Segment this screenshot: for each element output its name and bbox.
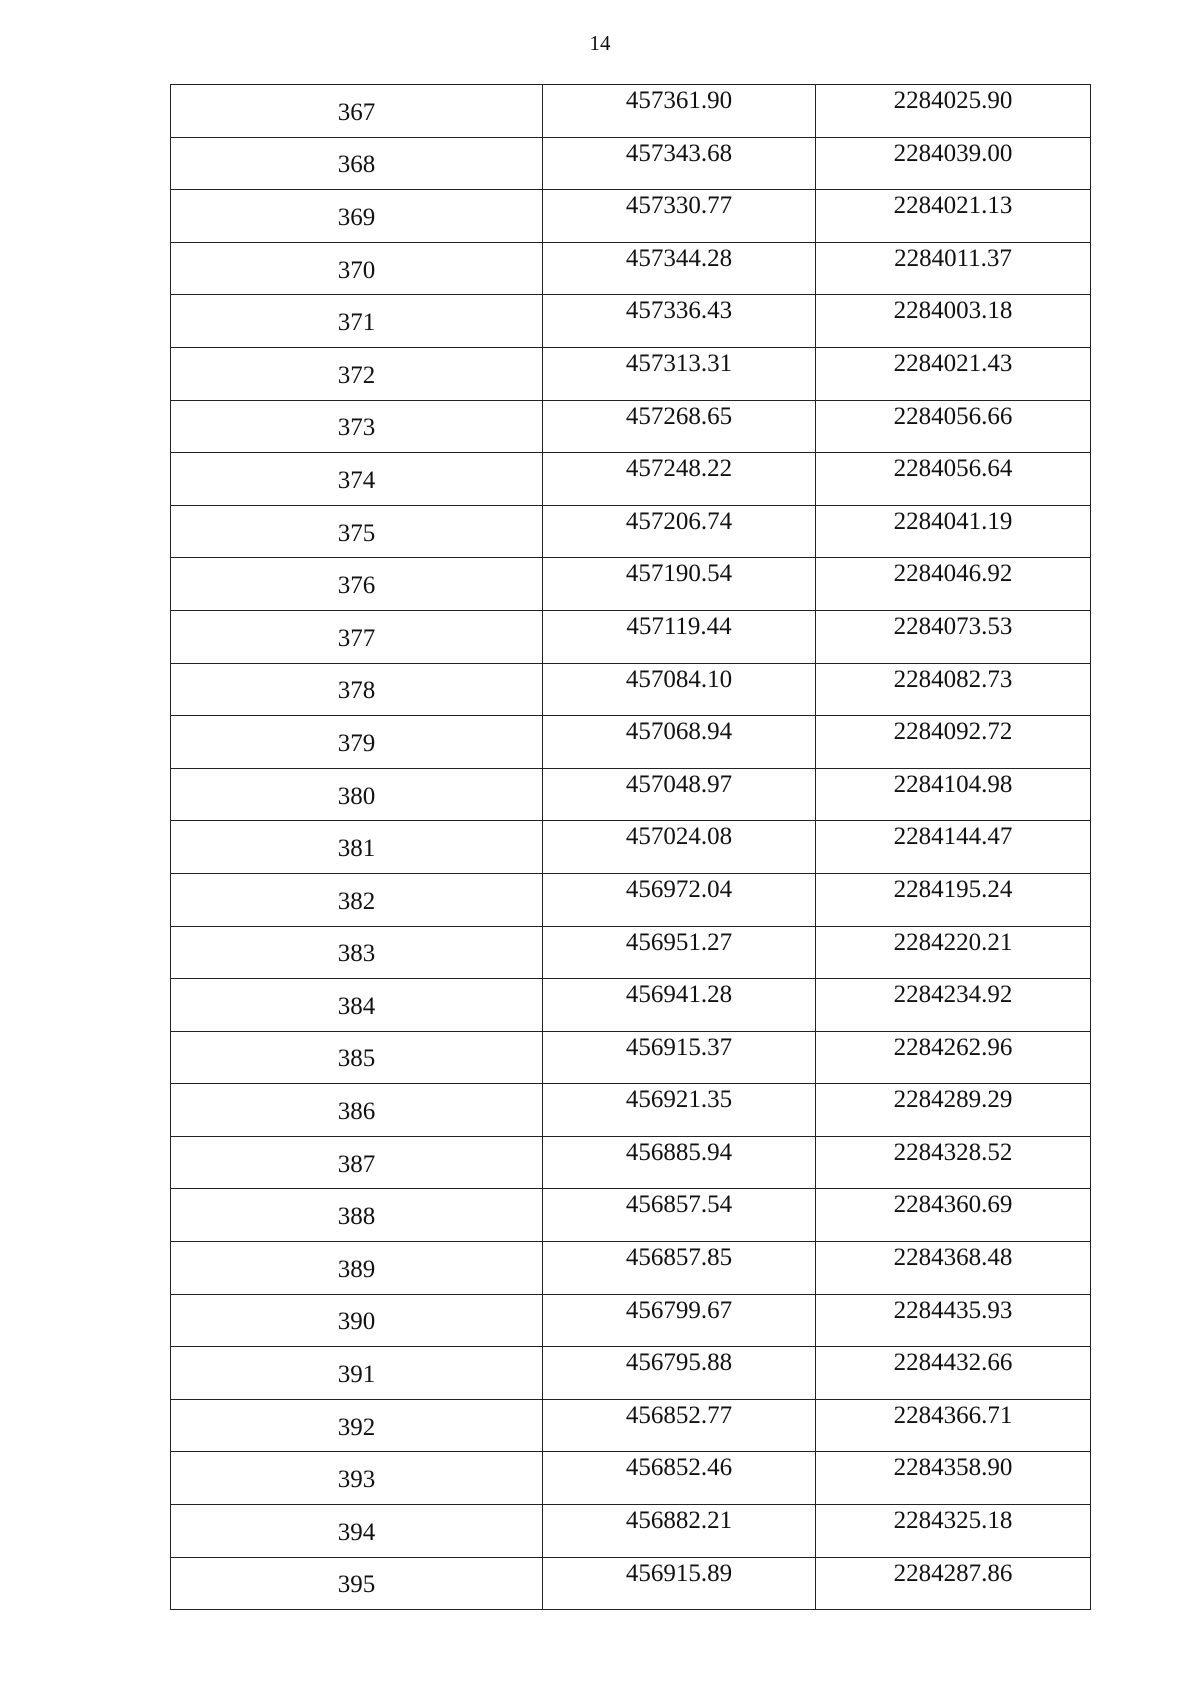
y-coordinate-cell: 2284092.72 — [816, 716, 1091, 769]
table-row — [171, 873, 1091, 926]
y-coordinate-cell: 2284046.92 — [816, 558, 1091, 611]
table-row — [171, 716, 1091, 769]
point-number-cell: 375 — [171, 505, 543, 558]
y-coordinate-cell: 2284073.53 — [816, 610, 1091, 663]
x-coordinate-cell: 456941.28 — [543, 979, 816, 1032]
x-coordinate-cell: 456921.35 — [543, 1084, 816, 1137]
x-coordinate-cell: 457343.68 — [543, 137, 816, 190]
y-coordinate-cell: 2284366.71 — [816, 1399, 1091, 1452]
x-coordinate-cell: 457190.54 — [543, 558, 816, 611]
point-number-cell: 393 — [171, 1452, 543, 1505]
x-coordinate-cell: 456951.27 — [543, 926, 816, 979]
table-row — [171, 1399, 1091, 1452]
y-coordinate-cell: 2284056.66 — [816, 400, 1091, 453]
x-coordinate-cell: 457248.22 — [543, 453, 816, 506]
table-row — [171, 1189, 1091, 1242]
x-coordinate-cell: 456885.94 — [543, 1136, 816, 1189]
x-coordinate-cell: 456795.88 — [543, 1347, 816, 1400]
y-coordinate-cell: 2284287.86 — [816, 1557, 1091, 1610]
point-number-cell: 369 — [171, 190, 543, 243]
table-row — [171, 1452, 1091, 1505]
table-row — [171, 190, 1091, 243]
point-number-cell: 392 — [171, 1399, 543, 1452]
x-coordinate-cell: 457330.77 — [543, 190, 816, 243]
table-row — [171, 926, 1091, 979]
point-number-cell: 389 — [171, 1242, 543, 1295]
table-row — [171, 1242, 1091, 1295]
table-row — [171, 1557, 1091, 1610]
coordinates-table — [170, 84, 1091, 1610]
table-row — [171, 1031, 1091, 1084]
point-number-cell: 379 — [171, 716, 543, 769]
y-coordinate-cell: 2284289.29 — [816, 1084, 1091, 1137]
table-row — [171, 1505, 1091, 1558]
y-coordinate-cell: 2284041.19 — [816, 505, 1091, 558]
point-number-cell: 378 — [171, 663, 543, 716]
y-coordinate-cell: 2284144.47 — [816, 821, 1091, 874]
point-number-cell: 368 — [171, 137, 543, 190]
x-coordinate-cell: 456915.89 — [543, 1557, 816, 1610]
y-coordinate-cell: 2284432.66 — [816, 1347, 1091, 1400]
y-coordinate-cell: 2284025.90 — [816, 85, 1091, 138]
point-number-cell: 382 — [171, 873, 543, 926]
point-number-cell: 386 — [171, 1084, 543, 1137]
point-number-cell: 385 — [171, 1031, 543, 1084]
page-number: 14 — [589, 31, 611, 55]
y-coordinate-cell: 2284262.96 — [816, 1031, 1091, 1084]
x-coordinate-cell: 457206.74 — [543, 505, 816, 558]
y-coordinate-cell: 2284234.92 — [816, 979, 1091, 1032]
point-number-cell: 370 — [171, 242, 543, 295]
point-number-cell: 373 — [171, 400, 543, 453]
table-row — [171, 242, 1091, 295]
x-coordinate-cell: 456915.37 — [543, 1031, 816, 1084]
x-coordinate-cell: 456852.46 — [543, 1452, 816, 1505]
x-coordinate-cell: 456972.04 — [543, 873, 816, 926]
x-coordinate-cell: 457268.65 — [543, 400, 816, 453]
y-coordinate-cell: 2284082.73 — [816, 663, 1091, 716]
x-coordinate-cell: 457336.43 — [543, 295, 816, 348]
y-coordinate-cell: 2284220.21 — [816, 926, 1091, 979]
y-coordinate-cell: 2284368.48 — [816, 1242, 1091, 1295]
point-number-cell: 374 — [171, 453, 543, 506]
point-number-cell: 376 — [171, 558, 543, 611]
x-coordinate-cell: 456799.67 — [543, 1294, 816, 1347]
point-number-cell: 367 — [171, 85, 543, 138]
point-number-cell: 383 — [171, 926, 543, 979]
table-row — [171, 663, 1091, 716]
table-row — [171, 821, 1091, 874]
table-row — [171, 505, 1091, 558]
point-number-cell: 388 — [171, 1189, 543, 1242]
table-row — [171, 558, 1091, 611]
x-coordinate-cell: 457344.28 — [543, 242, 816, 295]
table-row — [171, 400, 1091, 453]
table-row — [171, 1294, 1091, 1347]
y-coordinate-cell: 2284003.18 — [816, 295, 1091, 348]
y-coordinate-cell: 2284104.98 — [816, 768, 1091, 821]
point-number-cell: 391 — [171, 1347, 543, 1400]
point-number-cell: 390 — [171, 1294, 543, 1347]
x-coordinate-cell: 456857.54 — [543, 1189, 816, 1242]
x-coordinate-cell: 457024.08 — [543, 821, 816, 874]
table-row — [171, 1084, 1091, 1137]
y-coordinate-cell: 2284021.13 — [816, 190, 1091, 243]
table-row — [171, 453, 1091, 506]
y-coordinate-cell: 2284325.18 — [816, 1505, 1091, 1558]
point-number-cell: 395 — [171, 1557, 543, 1610]
y-coordinate-cell: 2284435.93 — [816, 1294, 1091, 1347]
y-coordinate-cell: 2284195.24 — [816, 873, 1091, 926]
x-coordinate-cell: 457119.44 — [543, 610, 816, 663]
x-coordinate-cell: 457068.94 — [543, 716, 816, 769]
point-number-cell: 372 — [171, 347, 543, 400]
table-row — [171, 610, 1091, 663]
point-number-cell: 394 — [171, 1505, 543, 1558]
table-row — [171, 1347, 1091, 1400]
table-row — [171, 768, 1091, 821]
point-number-cell: 380 — [171, 768, 543, 821]
table-row — [171, 979, 1091, 1032]
x-coordinate-cell: 456882.21 — [543, 1505, 816, 1558]
table-row — [171, 85, 1091, 138]
point-number-cell: 371 — [171, 295, 543, 348]
point-number-cell: 381 — [171, 821, 543, 874]
x-coordinate-cell: 457361.90 — [543, 85, 816, 138]
y-coordinate-cell: 2284056.64 — [816, 453, 1091, 506]
point-number-cell: 377 — [171, 610, 543, 663]
y-coordinate-cell: 2284021.43 — [816, 347, 1091, 400]
table-row — [171, 1136, 1091, 1189]
x-coordinate-cell: 456857.85 — [543, 1242, 816, 1295]
x-coordinate-cell: 457084.10 — [543, 663, 816, 716]
coordinates-table-body — [171, 85, 1091, 1610]
x-coordinate-cell: 456852.77 — [543, 1399, 816, 1452]
x-coordinate-cell: 457313.31 — [543, 347, 816, 400]
y-coordinate-cell: 2284328.52 — [816, 1136, 1091, 1189]
y-coordinate-cell: 2284011.37 — [816, 242, 1091, 295]
y-coordinate-cell: 2284039.00 — [816, 137, 1091, 190]
point-number-cell: 384 — [171, 979, 543, 1032]
table-row — [171, 347, 1091, 400]
point-number-cell: 387 — [171, 1136, 543, 1189]
x-coordinate-cell: 457048.97 — [543, 768, 816, 821]
y-coordinate-cell: 2284360.69 — [816, 1189, 1091, 1242]
table-row — [171, 295, 1091, 348]
y-coordinate-cell: 2284358.90 — [816, 1452, 1091, 1505]
table-row — [171, 137, 1091, 190]
